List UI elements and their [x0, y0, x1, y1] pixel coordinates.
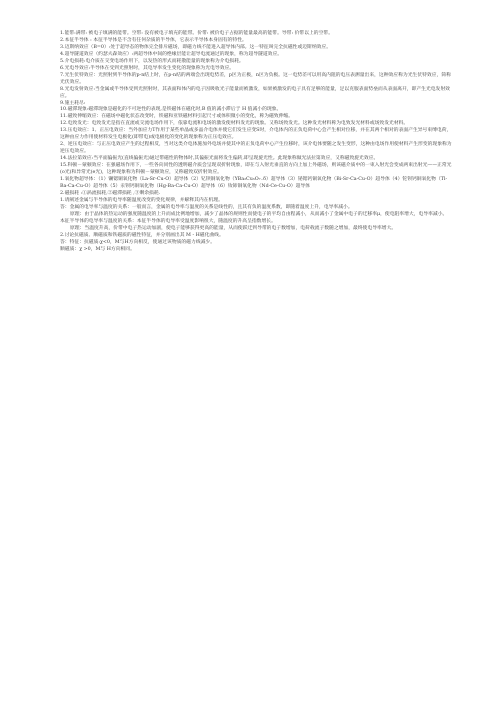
- list-magnetic-losses: 2.磁损耗 :①涡流损耗,②磁滞损耗 ,③剩余损耗.: [60, 190, 161, 196]
- def-piezoelectric-effect: 13.压电效应：1、正压电效应：当外加应力T作用于某些单晶或多晶介电体并使它们发生应变S时，介电体内的正负电荷中心会产生相对位移，并在其两个相对的表面产生异号束缚电荷，这种由应力作用使材料发生电极化(即带电)或电极化的变化的现象称为正压电效应。: [60, 128, 452, 141]
- question-magnetic-materials: 2.讨论抗磁质、顺磁质和铁磁质的磁性特征，并分别画出其 M - H磁化曲线。: [60, 232, 224, 238]
- answer-diamagnetic: 答：特征：抗磁质:χ<0，M与H方向相反，使通过该物质的磁力线减少。: [60, 239, 216, 245]
- def-dielectric-loss: 5.介电损耗:电介质在交变电场作用下，以发热的形式而耗散能量的现象称为介电损耗。: [60, 58, 244, 64]
- def-faraday-effect: 14.法拉第效应:当平面偏振光(直线偏振光)通过带磁性的物体时,其偏振光面将发生偏转,即呈现旋光性。此现象称做光法拉第效应，又称磁致旋光效应。: [60, 156, 379, 162]
- def-donor-depletion: 9.施主耗尽:: [60, 100, 86, 106]
- answer-metal-mechanism: 原理：由于晶体的热运动的强度随温度的上升而成比例地增加，减少了晶体的规则性而使电子的平均自由程减小，从而减小了金属中电子的迁移率μ，使电阻率增大，电导率减小。: [70, 211, 448, 217]
- answer-paramagnetic: 顺磁质：χ >0，M与 H方向相同。: [60, 246, 135, 252]
- def-hysteresis: 10.磁滞现象:磁滞现象是磁化的不可逆性的表现,是铁磁体在磁化时,B 值的减小滞后于 H 值减小的现象。: [60, 107, 282, 113]
- answer-semiconductor-mechanism: 原理：当温度升高，价带中电子热运动加剧，使电子能够获得更高的能量，从而使跃迁到导带的电子数增加，电荷载流子数随之增加，最终使电导率增大。: [70, 225, 397, 231]
- question-conductivity-temperature: 1.请阐述金属与半导体的电导率随温度改变的变化规律，并解释其内在机理。: [60, 197, 223, 203]
- list-oxide-superconductors: 1.氧化物超导体：（1）镧锶铜氧化物（La-Sr-Cu-O）超导体（2）钇钡铜氧化物（YBa₂Cu₃O₇₋δ）超导体（3）铋锶钙铜氧化物（Bi-Sr-Ca-Cu-O）超导体（4）铊钡钙铜氧化物（Tl-Ba-Ca-Cu-O）超导体（5）汞钡钙铜氧化物（Hg-Ba-Ca-Cu-O）超导体（6）钕铈铜氧化物（Nd-Ce-Cu-O）超导体: [60, 177, 448, 189]
- def-energy-band: 1.能带:满带: 被电子填满的能带。空带: 没有被电子填充的能带。价带: 被价电子占据的能量最高的能带。导带: 价带以上的空带。: [60, 31, 333, 36]
- def-meissner-effect: 3.迈斯纳效应（B=0）:处于超导态的物体完全排斥磁场，即磁力线不能进入超导体内部。这一特征叫完全抗磁性或迈斯纳效应。: [60, 44, 332, 50]
- answer-metal-conductivity: 答：金属的电导率与温度的关系：一般而言，金属的电导率与温度的关系是线性的，且其有负的温度系数，即随着温度上升，电导率减小。: [60, 204, 353, 210]
- def-cotton-mouton-effect: 15.科顿－蒙顿效应：在强磁场作用下，一些各向同性的透明磁介质会呈现双折射现象，即在与入射光垂直的方向上加上外磁场，则该磁介质中的一束入射光会变成两束出射光——正常光(o光)和异常光(e光)，这种现象称为科顿－蒙顿效应，又称磁致双折射效应。: [60, 163, 452, 176]
- answer-semiconductor-conductivity: 本征半导体的电导率与温度的关系：本征半导体的电导率受温度影响很大，随温度的升高呈指数增长。: [60, 218, 276, 224]
- def-photoemission-effect: 8.光电发射效应:当金属或半导体受到光照射时，其表面和体内的电子因吸收光子能量而被激发，如果被激发的电子具有足够的能量，足以克服表面势垒而从表面离开，即产生光电发射效应。: [60, 86, 450, 99]
- def-photovoltaic-effect: 7.光生伏特效应：光照射到半导体的p-n结上时，在p-n结的两端会出现电势差，p区为正极，n区为负极。这一电势差可以用高内阻的电压表测量出来，这种效应称为光生伏特效应，简称光伏效应。: [60, 72, 451, 85]
- def-intrinsic-semiconductor: 2.本征半导体 : 本征半导体是不含有任何杂质的半导体，它表示半导体本身固有的特性。: [60, 37, 247, 43]
- document-body: [60, 31, 452, 254]
- def-inverse-piezoelectric-effect: 2、逆压电效应：与正压电效应产生的过程相反，当对这类介电体施加外电场并使其中的正负电荷中心产生位移时，该介电体要随之发生变形，这种由电场作用使材料产生形变的现象称为逆压电效应。: [60, 142, 452, 155]
- def-josephson-effect: 4.超导隧道效应（约瑟夫森效应）:两超导体中间的绝缘层能让超导电流通过的现象，称为超导隧道效应。: [60, 51, 283, 57]
- def-photoconductive-effect: 6.光电导效应:半导体在受到光照射时，其电导率发生变化的现象称为光电导效应。: [60, 65, 235, 71]
- def-magnetostriction: 11.磁致伸缩效应：在磁场中磁化状态改变时，铁磁和亚铁磁材料引起尺寸或体积微小的变化，称为磁致伸缩。: [60, 114, 294, 120]
- def-electroluminescence: 12.电致发光：电致发光是指在直流或交流电场作用下，依靠电流和电场的激发使材料发光的现象。又称场致发光。这种发光材料称为电致发光材料或场致发光材料。: [60, 121, 409, 127]
